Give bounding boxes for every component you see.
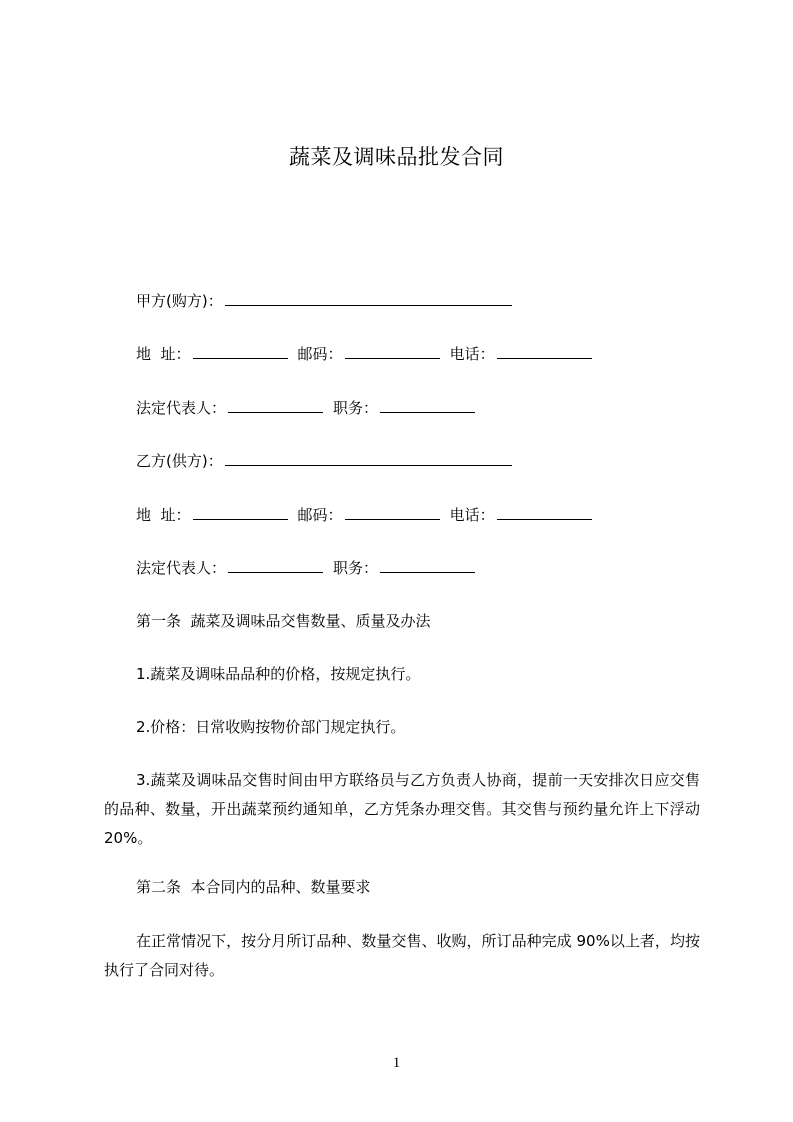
page-number: 1: [392, 1055, 401, 1071]
party-a-rep-blank: [228, 397, 323, 413]
article1-item2: 2.价格：日常收购按物价部门规定执行。: [136, 718, 406, 736]
article2-heading: 第二条 本合同内的品种、数量要求: [136, 878, 371, 896]
party-b-position-blank: [380, 557, 475, 573]
party-b-line: [136, 450, 512, 472]
party-a-phone-label: 电话：: [449, 345, 495, 363]
party-a-line: [136, 290, 512, 312]
party-b-label: 乙方(供方)：: [136, 452, 223, 470]
party-a-position-blank: [380, 397, 475, 413]
document-title: 蔬菜及调味品批发合同: [289, 145, 504, 169]
party-a-address-line: [136, 343, 592, 365]
party-b-phone-blank: [497, 504, 592, 520]
party-a-phone-blank: [497, 343, 592, 359]
party-a-name-blank: [225, 290, 512, 306]
party-a-label: 甲方(购方)：: [136, 292, 223, 310]
party-a-address-blank: [193, 343, 288, 359]
article1-item3: 3.蔬菜及调味品交售时间由甲方联络员与乙方负责人协商，提前一天安排次日应交售的品种、数量，开出蔬菜预约通知单，乙方凭条办理交售。其交售与预约量允许上下浮动 20%。: [104, 771, 700, 847]
party-b-rep-blank: [228, 557, 323, 573]
party-b-address-label: 地 址：: [136, 506, 191, 524]
party-a-address-label: 地 址：: [136, 345, 191, 363]
party-b-postcode-label: 邮码：: [297, 506, 343, 524]
party-a-postcode-blank: [345, 343, 440, 359]
party-a-rep-line: [136, 397, 475, 419]
article1-item1: 1.蔬菜及调味品品种的价格，按规定执行。: [136, 665, 421, 683]
party-b-position-label: 职务：: [333, 559, 379, 577]
party-a-rep-label: 法定代表人：: [136, 399, 227, 417]
party-b-postcode-blank: [345, 504, 440, 520]
article2-body: 在正常情况下，按分月所订品种、数量交售、收购，所订品种完成 90%以上者，均按执行了合同对待。: [104, 932, 700, 979]
party-a-postcode-label: 邮码：: [297, 345, 343, 363]
party-b-rep-line: [136, 557, 475, 579]
party-b-phone-label: 电话：: [449, 506, 495, 524]
party-b-address-line: [136, 504, 592, 526]
party-b-rep-label: 法定代表人：: [136, 559, 227, 577]
party-b-address-blank: [193, 504, 288, 520]
party-b-name-blank: [225, 450, 512, 466]
party-a-position-label: 职务：: [333, 399, 379, 417]
article1-heading: 第一条 蔬菜及调味品交售数量、质量及办法: [136, 612, 431, 630]
